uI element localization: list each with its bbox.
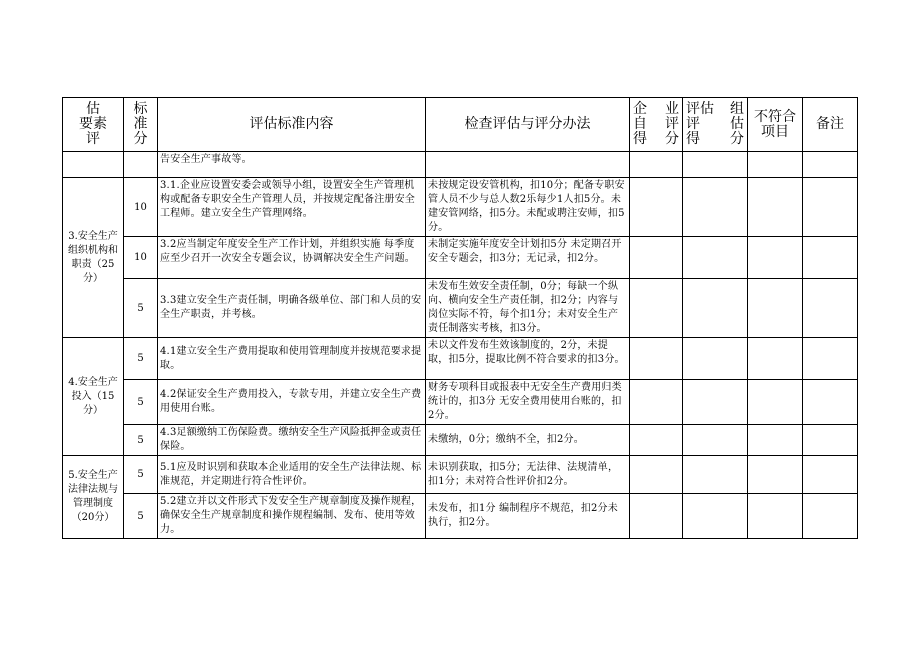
cell-content: 4.1建立安全生产费用提取和使用管理制度并按规范要求提取。 [158, 338, 426, 380]
cell-remark [803, 178, 858, 237]
cell-element [63, 152, 124, 178]
cell-score: 5 [124, 338, 158, 380]
cell-content: 3.1.企业应设置安委会或领导小组，设置安全生产管理机构或配备专职安全生产管理人员，并按规定配备注册安全工程师。建立安全生产管理网络。 [158, 178, 426, 237]
cell-remark [803, 456, 858, 494]
cell-nonconform [748, 152, 803, 178]
table-row [63, 237, 858, 279]
table-row [63, 494, 858, 539]
cell-nonconform [748, 380, 803, 425]
cell-score: 5 [124, 456, 158, 494]
cell-content: 4.2保证安全生产费用投入，专款专用，并建立安全生产费用使用台账。 [158, 380, 426, 425]
cell-content: 3.2应当制定年度安全生产工作计划，并组织实施 每季度应至少召开一次安全专题会议，协调解决安全生产问题。 [158, 237, 426, 279]
cell-group-score [683, 279, 748, 338]
cell-self-score [630, 380, 683, 425]
cell-method: 未制定实施年度安全计划扣5分 未定期召开安全专题会，扣3分；无记录，扣2分。 [426, 237, 630, 279]
cell-score [124, 152, 158, 178]
cell-method: 未缴纳，0分；缴纳不全，扣2分。 [426, 425, 630, 456]
cell-content: 4.3足额缴纳工伤保险费。缴纳安全生产风险抵押金或责任保险。 [158, 425, 426, 456]
cell-method: 未发布生效安全责任制，0分；每缺一个纵向、横向安全生产责任制，扣2分；内容与岗位实际不符，每个扣1分；未对安全生产责任制落实考核，扣3分。 [426, 279, 630, 338]
cell-nonconform [748, 237, 803, 279]
table-row [63, 338, 858, 380]
cell-remark [803, 380, 858, 425]
cell-nonconform [748, 279, 803, 338]
cell-method: 未按规定设安管机构，扣10分；配备专职安管人员不少与总人数2乐每少1人扣5分。未建安管网络，扣5分。未配或聘注安师，扣5分。 [426, 178, 630, 237]
cell-group-score [683, 456, 748, 494]
cell-group-score [683, 178, 748, 237]
table-row [63, 380, 858, 425]
cell-self-score [630, 494, 683, 539]
assessment-table [62, 97, 858, 539]
cell-self-score [630, 425, 683, 456]
table-row [63, 178, 858, 237]
cell-nonconform [748, 178, 803, 237]
cell-nonconform [748, 338, 803, 380]
category-cell: 5.安全生产法律法规与管理制度（20分） [63, 456, 124, 539]
header-standard-score: 标 准 分 [124, 98, 158, 152]
header-nonconform: 不符合 项目 [748, 98, 803, 152]
cell-self-score [630, 279, 683, 338]
table-row [63, 425, 858, 456]
cell-remark [803, 237, 858, 279]
cell-group-score [683, 152, 748, 178]
cell-method: 财务专项科目或报表中无安全生产费用归类统计的，扣3分 无安全费用使用台账的，扣2分。 [426, 380, 630, 425]
cell-score: 5 [124, 425, 158, 456]
cell-content: 3.3建立安全生产责任制，明确各级单位、部门和人员的安全生产职责，并考核。 [158, 279, 426, 338]
header-content: 评估标准内容 [158, 98, 426, 152]
cell-score: 10 [124, 237, 158, 279]
category-cell: 4.安全生产投入（15分） [63, 338, 124, 456]
table-row [63, 152, 858, 178]
cell-self-score [630, 456, 683, 494]
header-remark: 备注 [803, 98, 858, 152]
category-cell: 3.安全生产组织机构和职责（25分） [63, 178, 124, 338]
cell-content: 5.1应及时识别和获取本企业适用的安全生产法律法规、标准规范，并定期进行符合性评价。 [158, 456, 426, 494]
cell-nonconform [748, 456, 803, 494]
header-group-score: 评估 组 评 估 得 分 [683, 98, 748, 152]
cell-method: 未发布，扣1分 编制程序不规范，扣2分未执行，扣2分。 [426, 494, 630, 539]
table-row [63, 456, 858, 494]
cell-content: 5.2建立并以文件形式下发安全生产规章制度及操作规程，确保安全生产规章制度和操作规程编制、发布、使用等效力。 [158, 494, 426, 539]
cell-score: 10 [124, 178, 158, 237]
cell-group-score [683, 338, 748, 380]
cell-nonconform [748, 425, 803, 456]
header-element: 估 要素 评 [63, 98, 124, 152]
cell-self-score [630, 178, 683, 237]
cell-remark [803, 425, 858, 456]
cell-group-score [683, 237, 748, 279]
header-self-score: 企 业 自 评 得 分 [630, 98, 683, 152]
cell-method: 未识别获取，扣5分；无法律、法规清单，扣1分；未对符合性评价扣2分。 [426, 456, 630, 494]
cell-group-score [683, 494, 748, 539]
cell-group-score [683, 380, 748, 425]
cell-method [426, 152, 630, 178]
cell-score: 5 [124, 279, 158, 338]
cell-nonconform [748, 494, 803, 539]
cell-remark [803, 152, 858, 178]
table-row [63, 279, 858, 338]
cell-self-score [630, 338, 683, 380]
header-method: 检查评估与评分办法 [426, 98, 630, 152]
cell-self-score [630, 152, 683, 178]
cell-score: 5 [124, 494, 158, 539]
cell-remark [803, 338, 858, 380]
cell-remark [803, 494, 858, 539]
cell-score: 5 [124, 380, 158, 425]
cell-remark [803, 279, 858, 338]
cell-group-score [683, 425, 748, 456]
cell-method: 未以文件发布生效该制度的，2分，未提取，扣5分，提取比例不符合要求的扣3分。 [426, 338, 630, 380]
header-row [63, 98, 858, 152]
cell-content: 告安全生产事故等。 [158, 152, 426, 178]
cell-self-score [630, 237, 683, 279]
